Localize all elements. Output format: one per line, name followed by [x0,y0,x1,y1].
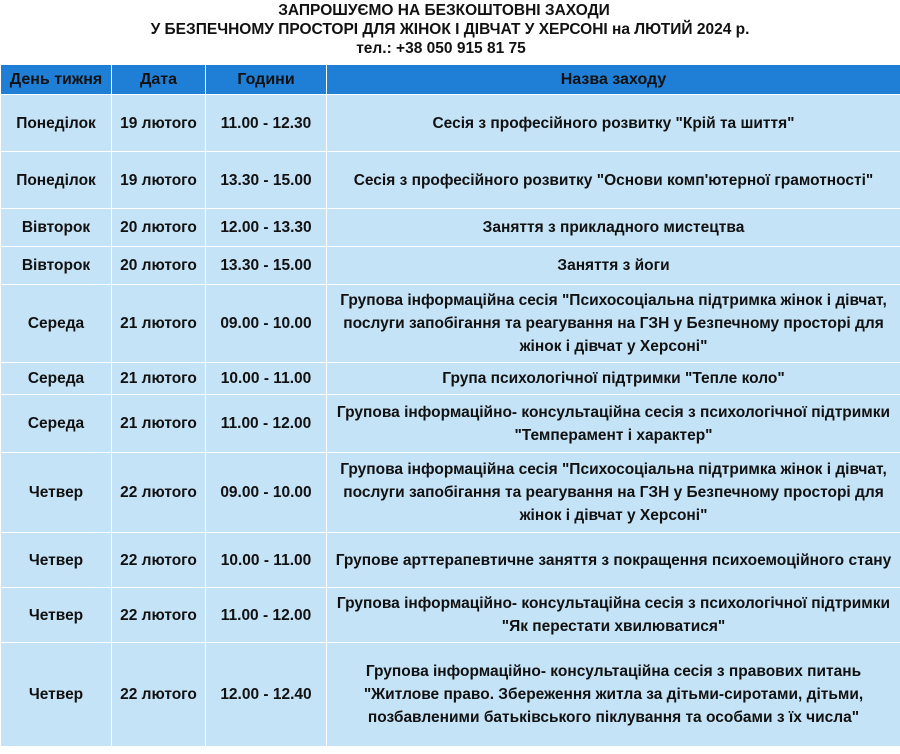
cell-day: Четвер [1,533,112,588]
cell-time: 09.00 - 10.00 [206,285,327,363]
header-phone: тел.: +38 050 915 81 75 [356,40,526,57]
cell-date: 21 лютого [112,363,206,395]
cell-day: Середа [1,395,112,453]
table-row [1,285,900,363]
cell-event-name: Групова інформаційно- консультаційна сесія з правових питань "Житлове право. Збереження житла за дітьми-сиротами, дітьми, позбавленими батьківського піклування та особами з їх числа" [327,643,900,747]
cell-time: 13.30 - 15.00 [206,247,327,285]
cell-date: 22 лютого [112,453,206,533]
cell-event-name: Заняття з прикладного мистецтва [327,209,900,247]
cell-day: Понеділок [1,152,112,209]
cell-time: 10.00 - 11.00 [206,533,327,588]
table-row [1,588,900,643]
cell-event-name: Сесія з професійного розвитку "Основи комп'ютерної грамотності" [327,152,900,209]
cell-event-name: Групова інформаційна сесія "Психосоціальна підтримка жінок і дівчат, послуги запобігання та реагування на ГЗН у Безпечному просторі для жінок і дівчат у Херсоні" [327,453,900,533]
table-row [1,533,900,588]
column-header-date: Дата [112,65,206,95]
table-row [1,363,900,395]
cell-event-name: Групова інформаційна сесія "Психосоціальна підтримка жінок і дівчат, послуги запобігання та реагування на ГЗН у Безпечному просторі для жінок і дівчат у Херсоні" [327,285,900,363]
cell-date: 20 лютого [112,247,206,285]
table-header-row [1,65,900,95]
cell-time: 11.00 - 12.00 [206,588,327,643]
column-header-day: День тижня [1,65,112,95]
table-row [1,453,900,533]
cell-time: 12.00 - 12.40 [206,643,327,747]
cell-day: Понеділок [1,95,112,152]
cell-date: 22 лютого [112,588,206,643]
cell-time: 10.00 - 11.00 [206,363,327,395]
table-row [1,95,900,152]
cell-day: Вівторок [1,209,112,247]
cell-date: 21 лютого [112,395,206,453]
cell-day: Середа [1,363,112,395]
cell-time: 11.00 - 12.30 [206,95,327,152]
table-row [1,209,900,247]
cell-day: Четвер [1,643,112,747]
cell-date: 20 лютого [112,209,206,247]
schedule-table [0,64,900,747]
table-row [1,643,900,747]
poster-header [0,0,900,64]
cell-date: 19 лютого [112,152,206,209]
table-row [1,247,900,285]
header-title: ЗАПРОШУЄМО НА БЕЗКОШТОВНІ ЗАХОДИ [278,2,610,19]
cell-date: 22 лютого [112,643,206,747]
cell-day: Четвер [1,588,112,643]
cell-time: 09.00 - 10.00 [206,453,327,533]
cell-event-name: Групова інформаційно- консультаційна сесія з психологічної підтримки "Як перестати хвилюватися" [327,588,900,643]
cell-event-name: Сесія з професійного розвитку "Крій та шиття" [327,95,900,152]
table-row [1,152,900,209]
column-header-event: Назва заходу [327,65,900,95]
cell-time: 11.00 - 12.00 [206,395,327,453]
cell-event-name: Група психологічної підтримки "Тепле коло" [327,363,900,395]
cell-event-name: Заняття з йоги [327,247,900,285]
cell-date: 21 лютого [112,285,206,363]
cell-time: 13.30 - 15.00 [206,152,327,209]
table-row [1,395,900,453]
column-header-time: Години [206,65,327,95]
cell-event-name: Групове арттерапевтичне заняття з покращення психоемоційного стану [327,533,900,588]
cell-day: Четвер [1,453,112,533]
cell-day: Середа [1,285,112,363]
cell-day: Вівторок [1,247,112,285]
header-subtitle: У БЕЗПЕЧНОМУ ПРОСТОРІ ДЛЯ ЖІНОК І ДІВЧАТ У ХЕРСОНІ на ЛЮТИЙ 2024 р. [150,21,750,38]
cell-date: 22 лютого [112,533,206,588]
cell-date: 19 лютого [112,95,206,152]
cell-event-name: Групова інформаційно- консультаційна сесія з психологічної підтримки "Темперамент і характер" [327,395,900,453]
cell-time: 12.00 - 13.30 [206,209,327,247]
